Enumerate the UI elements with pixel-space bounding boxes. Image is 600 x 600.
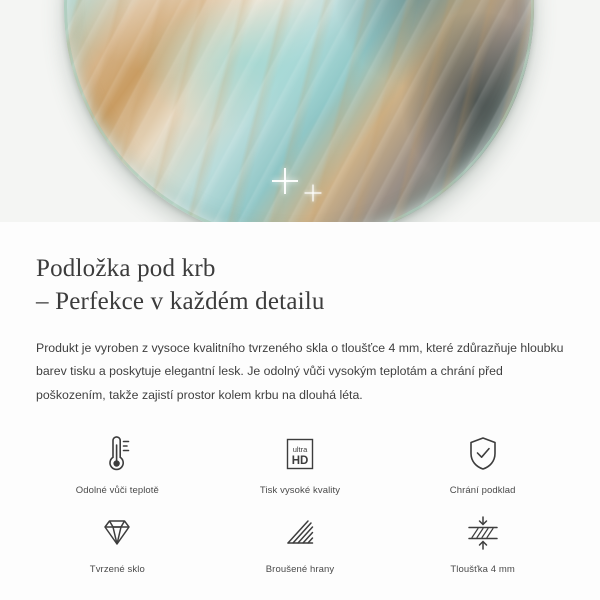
- feature-label: Broušené hrany: [265, 564, 335, 576]
- shield-check-icon: [463, 431, 503, 477]
- feature-item-polished-edges: [209, 510, 392, 575]
- feature-item-temperature: [26, 431, 209, 496]
- ultra-hd-icon: [280, 431, 320, 477]
- feature-label: Tloušťka 4 mm: [450, 564, 515, 576]
- hero-image: [0, 0, 600, 222]
- description-paragraph: Produkt je vyroben z vysoce kvalitního tvrzeného skla o tloušťce 4 mm, které zdůrazňuje hloubku barev tisku a poskytuje elegantní lesk. Je odolný vůči vysokým teplotám a chrání před poškozením, takže zajistí prostor kolem krbu na dlouhá léta.: [36, 340, 564, 402]
- hd-badge-bottom: HD: [291, 455, 309, 468]
- polished-edges-icon: [278, 510, 322, 556]
- ultra-badge-top: ultra: [292, 445, 308, 455]
- feature-label: Tvrzené sklo: [89, 564, 145, 576]
- feature-item-tempered-glass: [26, 510, 209, 575]
- feature-label: Tisk vysoké kvality: [259, 485, 341, 497]
- page-title: [36, 252, 564, 319]
- thermometer-icon: [97, 431, 137, 477]
- feature-item-protects-surface: [391, 431, 574, 496]
- feature-item-print-quality: [209, 431, 392, 496]
- content-block: [0, 222, 600, 407]
- feature-item-thickness: [391, 510, 574, 575]
- glass-board-image: [64, 0, 534, 222]
- page-title-line-1: Podložka pod krb: [36, 255, 216, 282]
- glass-board-edge: [64, 0, 534, 222]
- feature-label: Odolné vůči teplotě: [75, 485, 159, 497]
- feature-grid: [0, 431, 600, 575]
- page-title-line-2: – Perfekce v každém detailu: [36, 288, 325, 316]
- feature-label: Chrání podklad: [449, 485, 516, 497]
- diamond-icon: [96, 510, 138, 556]
- thickness-icon: [461, 510, 505, 556]
